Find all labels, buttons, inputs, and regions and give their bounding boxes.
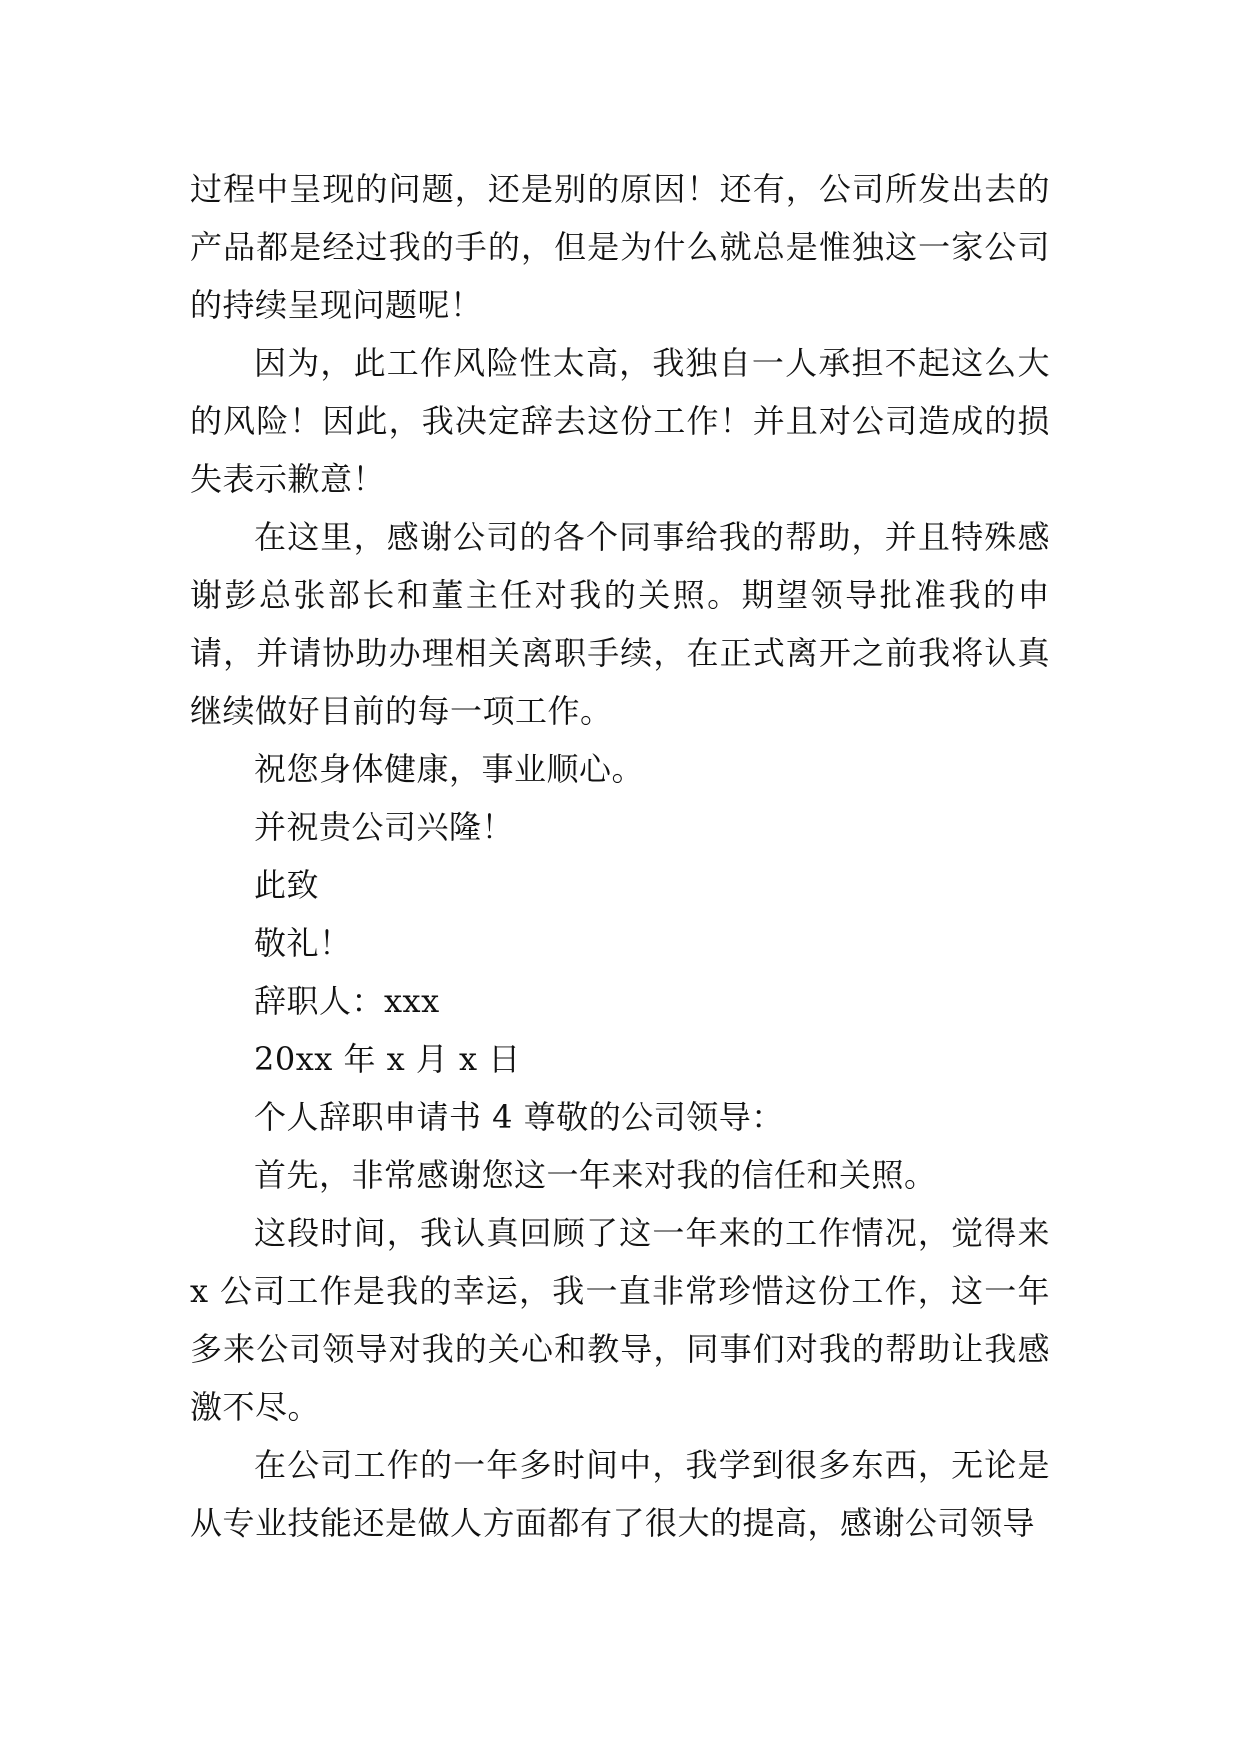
closing-salutation: 此致 <box>254 866 320 904</box>
paragraph-review: 这段时间，我认真回顾了这一年来的工作情况，觉得来 x 公司工作是我的幸运，我一直非常珍惜这份工作，这一年多来公司领导对我的关心和教导，同事们对我的帮助让我感激不尽。 <box>190 1214 1050 1426</box>
closing-wish: 祝您身体健康，事业顺心。 <box>254 750 645 788</box>
paragraph-gratitude: 首先，非常感谢您这一年来对我的信任和关照。 <box>254 1156 937 1194</box>
closing-company-wish: 并祝贵公司兴隆！ <box>254 808 515 846</box>
paragraph-continuation: 过程中呈现的问题，还是别的原因！还有，公司所发出去的产品都是经过我的手的，但是为什么就总是惟独这一家公司的持续呈现问题呢！ <box>190 170 1050 324</box>
paragraph-risk-reason: 因为，此工作风险性太高，我独自一人承担不起这么大的风险！因此，我决定辞去这份工作！并且对公司造成的损失表示歉意！ <box>190 344 1050 498</box>
signature-date: 20xx 年 x 月 x 日 <box>254 1040 521 1078</box>
signature-name: 辞职人：xxx <box>254 982 440 1020</box>
closing-regards: 敬礼！ <box>254 924 352 962</box>
document-body <box>190 160 1050 1552</box>
paragraph-thanks: 在这里，感谢公司的各个同事给我的帮助，并且特殊感谢彭总张部长和董主任对我的关照。期望领导批准我的申请，并请协助办理相关离职手续，在正式离开之前我将认真继续做好目前的每一项工作。 <box>190 518 1050 730</box>
paragraph-learning: 在公司工作的一年多时间中，我学到很多东西，无论是从专业技能还是做人方面都有了很大的提高，感谢公司领导 <box>190 1446 1050 1542</box>
section-heading-letter-4: 个人辞职申请书 4 尊敬的公司领导： <box>254 1098 784 1136</box>
